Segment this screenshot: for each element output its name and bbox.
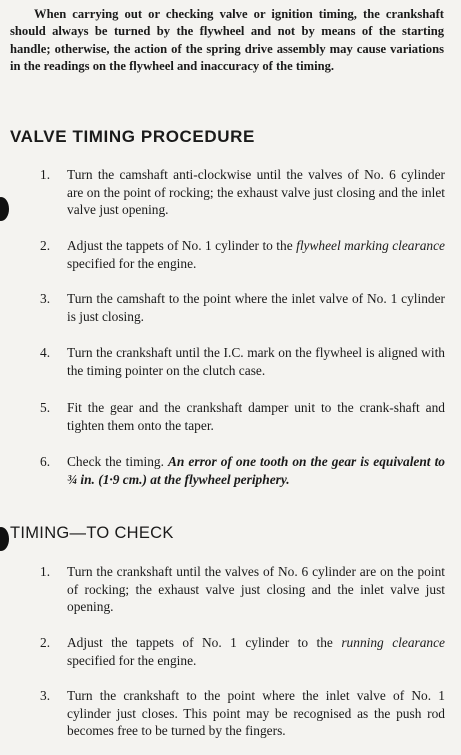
step-text-part: Adjust the tappets of No. 1 cylinder to the [67, 635, 342, 650]
step-text-emphasis: flywheel marking clearance [296, 238, 445, 253]
step-text-part: Adjust the tappets of No. 1 cylinder to the [67, 238, 297, 253]
step-text: Turn the crankshaft until the valves of No. 6 cylinder are on the point of rocking; the exhaust valve just closing and the inlet valve just opening. [67, 564, 445, 614]
step-text [67, 634, 445, 669]
step-text: Turn the camshaft to the point where the inlet valve of No. 1 cylinder is just closing. [67, 291, 445, 324]
step-number: 2. [40, 635, 51, 650]
section-heading-valve-timing: VALVE TIMING PROCEDURE [10, 127, 255, 146]
step-text: Turn the crankshaft until the I.C. mark on the flywheel is aligned with the timing pointer on the clutch case. [67, 345, 445, 378]
step-text: Fit the gear and the crankshaft damper unit to the crank-shaft and tighten them onto the taper. [67, 400, 445, 433]
section-heading-timing-check: TIMING—TO CHECK [10, 524, 174, 542]
binding-hole-middle [0, 527, 9, 551]
step-text-part: specified for the engine. [67, 652, 197, 668]
step-number: 3. [40, 688, 51, 703]
step-text-emphasis: running clearance [341, 635, 446, 650]
binding-hole-top [0, 197, 9, 221]
step-number: 5. [40, 400, 51, 415]
step-text: Turn the crankshaft to the point where the inlet valve of No. 1 cylinder just closes. This point may be recognised as the push rod becomes free to be turned by the fingers. [67, 688, 445, 738]
step-number: 2. [40, 238, 51, 253]
step-number: 1. [40, 167, 51, 182]
step-text-part: Check the timing. [67, 454, 168, 469]
step-number: 3. [40, 291, 51, 306]
step-text-emphasis: An error of one tooth on the gear is equivalent to ¾ in. (1·9 cm.) at the flywheel periphery. [67, 454, 445, 487]
step-number: 6. [40, 454, 51, 469]
step-text [67, 453, 445, 488]
step-text-part: specified for the engine. [67, 255, 197, 271]
step-number: 1. [40, 564, 51, 579]
step-text: Turn the camshaft anti-clockwise until the valves of No. 6 cylinder are on the point of rocking; the exhaust valve just closing and the inlet valve just opening. [67, 167, 445, 217]
step-text [67, 237, 445, 272]
step-number: 4. [40, 345, 51, 360]
intro-paragraph: When carrying out or checking valve or ignition timing, the crankshaft should always be turned by the flywheel and not by means of the starting handle; otherwise, the action of the spring drive assembly may cause variations in the readings on the flywheel and inaccuracy of the timing. [10, 7, 444, 73]
